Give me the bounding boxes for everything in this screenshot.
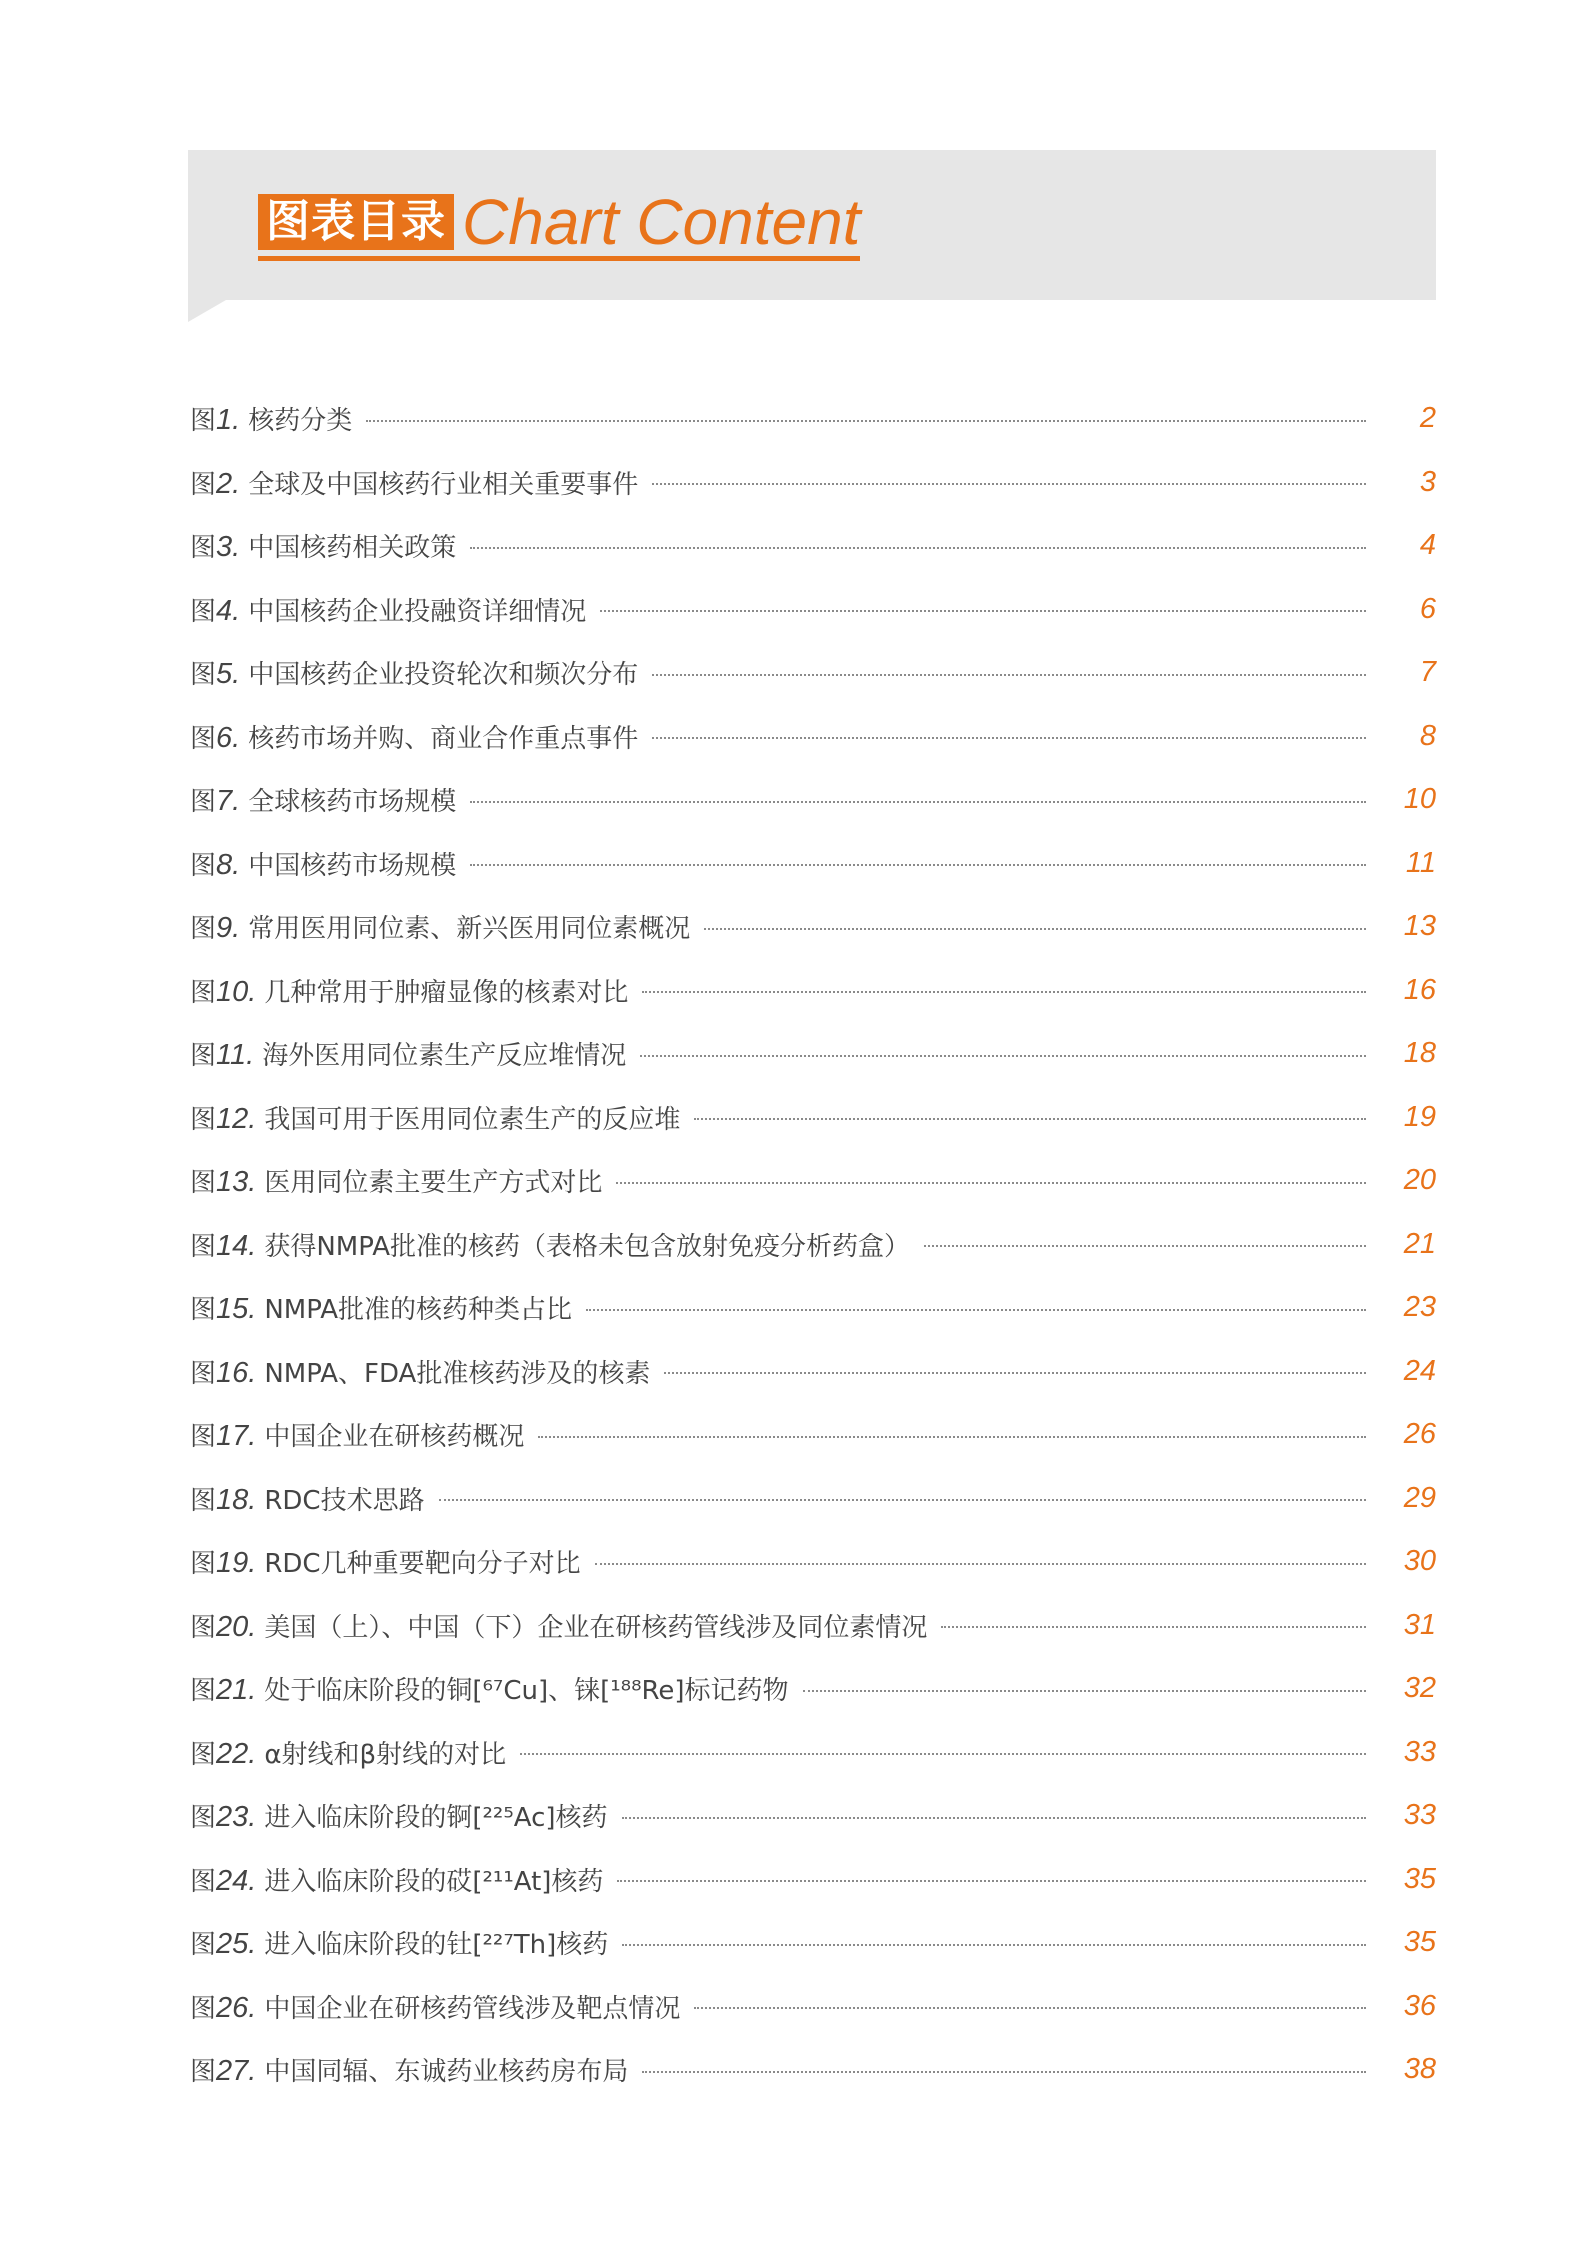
toc-entry-prefix: 图	[190, 660, 217, 691]
toc-entry-title: 处于临床阶段的铜[⁶⁷Cu]、铼[¹⁸⁸Re]标记药物	[264, 1676, 789, 1707]
toc-entry-title: 中国核药相关政策	[248, 533, 457, 564]
toc-entry-prefix: 图	[190, 1930, 217, 1961]
toc-entry[interactable]	[190, 1784, 1436, 1848]
toc-dot-leader	[600, 610, 1366, 612]
toc-entry-label	[190, 1734, 506, 1771]
toc-entry-prefix: 图	[190, 1866, 217, 1897]
toc-entry-title: 中国企业在研核药管线涉及靶点情况	[264, 1993, 681, 2024]
toc-entry-page-number[interactable]: 33	[1403, 1735, 1436, 1768]
toc-entry-number: 1.	[216, 404, 241, 437]
toc-entry-title: 几种常用于肿瘤显像的核素对比	[264, 977, 629, 1008]
toc-entry-prefix: 图	[190, 1993, 217, 2024]
toc-entry-prefix: 图	[190, 1739, 217, 1770]
toc-entry[interactable]	[190, 578, 1436, 642]
toc-entry-title: 中国核药市场规模	[248, 850, 457, 881]
toc-entry-page-number[interactable]: 32	[1403, 1672, 1436, 1705]
toc-dot-leader	[595, 1563, 1366, 1565]
toc-entry-label	[190, 1670, 789, 1707]
toc-entry-title: 中国同辐、东诚药业核药房布局	[264, 2057, 629, 2088]
toc-entry-prefix: 图	[190, 469, 217, 500]
toc-entry[interactable]	[190, 1022, 1436, 1086]
toc-entry-page-number[interactable]: 26	[1403, 1418, 1436, 1451]
toc-entry-page-number[interactable]: 7	[1419, 656, 1436, 689]
toc-entry-prefix: 图	[190, 1104, 217, 1135]
toc-entry-title: 中国核药企业投融资详细情况	[248, 596, 587, 627]
toc-entry-page-number[interactable]: 2	[1419, 402, 1436, 435]
toc-entry-prefix: 图	[190, 1422, 217, 1453]
toc-entry-label	[190, 591, 586, 628]
toc-entry-prefix: 图	[190, 977, 217, 1008]
toc-dot-leader	[704, 928, 1366, 930]
toc-dot-leader	[622, 1817, 1366, 1819]
toc-entry-page-number[interactable]: 18	[1403, 1037, 1436, 1070]
toc-entry-label	[190, 781, 456, 818]
toc-entry-page-number[interactable]: 4	[1419, 529, 1436, 562]
toc-entry[interactable]	[190, 641, 1436, 705]
toc-entry-number: 14.	[216, 1229, 257, 1262]
toc-entry-prefix: 图	[190, 787, 217, 818]
toc-entry[interactable]	[190, 959, 1436, 1023]
toc-dot-leader	[642, 991, 1366, 993]
toc-entry-number: 4.	[216, 594, 241, 627]
toc-entry-prefix: 图	[190, 596, 217, 627]
toc-entry-page-number[interactable]: 10	[1403, 783, 1436, 816]
toc-entry-label	[190, 845, 456, 882]
toc-entry[interactable]	[190, 1657, 1436, 1721]
toc-entry[interactable]	[190, 1721, 1436, 1785]
toc-entry-page-number[interactable]: 11	[1405, 846, 1436, 879]
toc-entry-number: 23.	[216, 1801, 257, 1834]
toc-entry-page-number[interactable]: 19	[1403, 1100, 1436, 1133]
toc-entry-prefix: 图	[190, 1168, 217, 1199]
toc-entry-prefix: 图	[190, 406, 217, 437]
toc-entry-label	[190, 1543, 581, 1580]
toc-dot-leader	[622, 1944, 1366, 1946]
toc-entry[interactable]	[190, 1340, 1436, 1404]
toc-entry-page-number[interactable]: 6	[1419, 592, 1436, 625]
toc-entry-label	[190, 718, 638, 755]
toc-entry-prefix: 图	[190, 1549, 217, 1580]
toc-entry[interactable]	[190, 1149, 1436, 1213]
toc-entry-number: 3.	[216, 531, 241, 564]
toc-entry-label	[190, 1797, 608, 1834]
toc-entry-page-number[interactable]: 30	[1403, 1545, 1436, 1578]
toc-entry-label	[190, 1416, 524, 1453]
page-title	[258, 186, 861, 261]
toc-entry-title: 海外医用同位素生产反应堆情况	[262, 1041, 627, 1072]
toc-entry-label	[190, 1480, 425, 1517]
toc-entry-number: 24.	[216, 1864, 257, 1897]
toc-entry-number: 20.	[216, 1610, 257, 1643]
toc-entry-label	[190, 1162, 602, 1199]
toc-entry-title: 全球核药市场规模	[248, 787, 457, 818]
toc-entry-number: 10.	[216, 975, 257, 1008]
toc-entry-label	[190, 1226, 910, 1263]
toc-entry[interactable]	[190, 1276, 1436, 1340]
toc-dot-leader	[640, 1055, 1366, 1057]
toc-entry-page-number[interactable]: 33	[1403, 1799, 1436, 1832]
toc-entry-number: 5.	[216, 658, 241, 691]
toc-entry-title: 中国企业在研核药概况	[264, 1422, 525, 1453]
toc-entry[interactable]	[190, 832, 1436, 896]
toc-entry[interactable]	[190, 1467, 1436, 1531]
toc-entry-label	[190, 1353, 650, 1390]
toc-entry[interactable]	[190, 705, 1436, 769]
toc-dot-leader	[652, 674, 1366, 676]
toc-entry-title: 核药分类	[248, 406, 353, 437]
toc-entry-prefix: 图	[190, 914, 217, 945]
toc-entry-page-number[interactable]: 31	[1403, 1608, 1436, 1641]
toc-entry[interactable]	[190, 451, 1436, 515]
toc-entry-title: 核药市场并购、商业合作重点事件	[248, 723, 639, 754]
toc-entry-label	[190, 400, 352, 437]
toc-entry-label	[190, 1924, 608, 1961]
toc-dot-leader	[470, 864, 1366, 866]
toc-dot-leader	[652, 483, 1366, 485]
toc-entry-prefix: 图	[190, 723, 217, 754]
toc-entry[interactable]	[190, 1213, 1436, 1277]
toc-dot-leader	[538, 1436, 1366, 1438]
toc-entry-title: 常用医用同位素、新兴医用同位素概况	[248, 914, 691, 945]
toc-entry-number: 6.	[216, 721, 241, 754]
toc-entry[interactable]	[190, 1403, 1436, 1467]
toc-dot-leader	[586, 1309, 1366, 1311]
toc-entry-title: NMPA、FDA批准核药涉及的核素	[264, 1358, 651, 1389]
toc-entry-page-number[interactable]: 16	[1403, 973, 1436, 1006]
toc-dot-leader	[924, 1245, 1366, 1247]
toc-entry-title: RDC技术思路	[264, 1485, 425, 1516]
toc-entry-title: 医用同位素主要生产方式对比	[264, 1168, 603, 1199]
toc-entry-number: 26.	[216, 1991, 257, 2024]
toc-entry[interactable]	[190, 1530, 1436, 1594]
toc-entry-label	[190, 1988, 680, 2025]
toc-dot-leader	[652, 737, 1366, 739]
toc-dot-leader	[470, 801, 1366, 803]
toc-entry-label	[190, 1099, 680, 1136]
toc-entry-page-number[interactable]: 20	[1403, 1164, 1436, 1197]
toc-entry-title: 美国（上）、中国（下）企业在研核药管线涉及同位素情况	[264, 1612, 928, 1643]
toc-dot-leader	[642, 2071, 1366, 2073]
toc-entry-prefix: 图	[190, 1041, 217, 1072]
toc-entry[interactable]	[190, 1911, 1436, 1975]
toc-entry-label	[190, 527, 456, 564]
toc-dot-leader	[664, 1372, 1366, 1374]
toc-entry-page-number[interactable]: 29	[1403, 1481, 1436, 1514]
toc-entry-prefix: 图	[190, 1358, 217, 1389]
toc-entry[interactable]	[190, 895, 1436, 959]
toc-entry-title: 获得NMPA批准的核药（表格未包含放射免疫分析药盒）	[264, 1231, 911, 1262]
toc-entry-label	[190, 972, 628, 1009]
toc-entry-prefix: 图	[190, 1485, 217, 1516]
toc-entry-label	[190, 1035, 626, 1072]
toc-entry-label	[190, 2051, 628, 2088]
toc-entry[interactable]	[190, 1086, 1436, 1150]
toc-dot-leader	[617, 1880, 1366, 1882]
toc-entry-number: 17.	[216, 1420, 257, 1453]
toc-entry-prefix: 图	[190, 1295, 217, 1326]
toc-entry-title: 进入临床阶段的锕[²²⁵Ac]核药	[264, 1803, 608, 1834]
chart-content-list	[190, 387, 1436, 2102]
toc-entry-label	[190, 908, 690, 945]
toc-entry-label	[190, 1861, 603, 1898]
toc-entry[interactable]	[190, 768, 1436, 832]
toc-entry-label	[190, 1289, 572, 1326]
toc-dot-leader	[520, 1753, 1366, 1755]
toc-entry-page-number[interactable]: 3	[1419, 465, 1436, 498]
toc-entry-page-number[interactable]: 8	[1419, 719, 1436, 752]
toc-entry-prefix: 图	[190, 850, 217, 881]
toc-entry-prefix: 图	[190, 1803, 217, 1834]
toc-entry-label	[190, 654, 638, 691]
toc-entry-title: 中国核药企业投资轮次和频次分布	[248, 660, 639, 691]
toc-dot-leader	[694, 1118, 1366, 1120]
toc-dot-leader	[366, 420, 1366, 422]
toc-entry-page-number[interactable]: 35	[1403, 1862, 1436, 1895]
toc-entry-page-number[interactable]: 24	[1403, 1354, 1436, 1387]
toc-entry-number: 8.	[216, 848, 241, 881]
header-fold-corner	[188, 300, 226, 322]
toc-entry-number: 19.	[216, 1547, 257, 1580]
toc-entry-title: α射线和β射线的对比	[264, 1739, 507, 1770]
toc-entry-number: 9.	[216, 912, 241, 945]
toc-entry-title: 进入临床阶段的钍[²²⁷Th]核药	[264, 1930, 609, 1961]
toc-entry-page-number[interactable]: 36	[1403, 1989, 1436, 2022]
toc-dot-leader	[803, 1690, 1366, 1692]
toc-entry-number: 21.	[216, 1674, 257, 1707]
toc-entry-number: 18.	[216, 1483, 257, 1516]
toc-entry-page-number[interactable]: 35	[1403, 1926, 1436, 1959]
toc-entry-page-number[interactable]: 13	[1403, 910, 1436, 943]
toc-entry[interactable]	[190, 2038, 1436, 2102]
toc-entry-prefix: 图	[190, 1231, 217, 1262]
toc-entry-title: RDC几种重要靶向分子对比	[264, 1549, 581, 1580]
toc-dot-leader	[439, 1499, 1366, 1501]
toc-dot-leader	[694, 2007, 1366, 2009]
toc-entry-number: 13.	[216, 1166, 257, 1199]
toc-entry[interactable]	[190, 1594, 1436, 1658]
toc-entry-prefix: 图	[190, 2057, 217, 2088]
toc-entry-number: 16.	[216, 1356, 257, 1389]
toc-entry-number: 15.	[216, 1293, 257, 1326]
toc-dot-leader	[941, 1626, 1366, 1628]
toc-entry-number: 12.	[216, 1102, 257, 1135]
toc-entry[interactable]	[190, 1975, 1436, 2039]
toc-entry[interactable]	[190, 387, 1436, 451]
toc-entry-number: 22.	[216, 1737, 257, 1770]
toc-entry-page-number[interactable]: 23	[1403, 1291, 1436, 1324]
toc-entry-title: NMPA批准的核药种类占比	[264, 1295, 573, 1326]
toc-entry[interactable]	[190, 1848, 1436, 1912]
toc-entry-prefix: 图	[190, 1676, 217, 1707]
toc-dot-leader	[616, 1182, 1366, 1184]
toc-entry[interactable]	[190, 514, 1436, 578]
toc-entry-title: 我国可用于医用同位素生产的反应堆	[264, 1104, 681, 1135]
toc-dot-leader	[470, 547, 1366, 549]
toc-entry-title: 全球及中国核药行业相关重要事件	[248, 469, 639, 500]
toc-entry-title: 进入临床阶段的砹[²¹¹At]核药	[264, 1866, 604, 1897]
toc-entry-number: 7.	[216, 785, 241, 818]
page-title-cn: 图表目录	[258, 194, 454, 250]
toc-entry-number: 2.	[216, 467, 241, 500]
toc-entry-number: 25.	[216, 1928, 257, 1961]
toc-entry-page-number[interactable]: 21	[1403, 1227, 1436, 1260]
toc-entry-page-number[interactable]: 38	[1403, 2053, 1436, 2086]
toc-entry-label	[190, 464, 638, 501]
toc-entry-label	[190, 1607, 927, 1644]
toc-entry-number: 11.	[216, 1039, 255, 1072]
page-title-en: Chart Content	[462, 186, 861, 258]
toc-entry-prefix: 图	[190, 1612, 217, 1643]
toc-entry-prefix: 图	[190, 533, 217, 564]
toc-entry-number: 27.	[216, 2055, 257, 2088]
